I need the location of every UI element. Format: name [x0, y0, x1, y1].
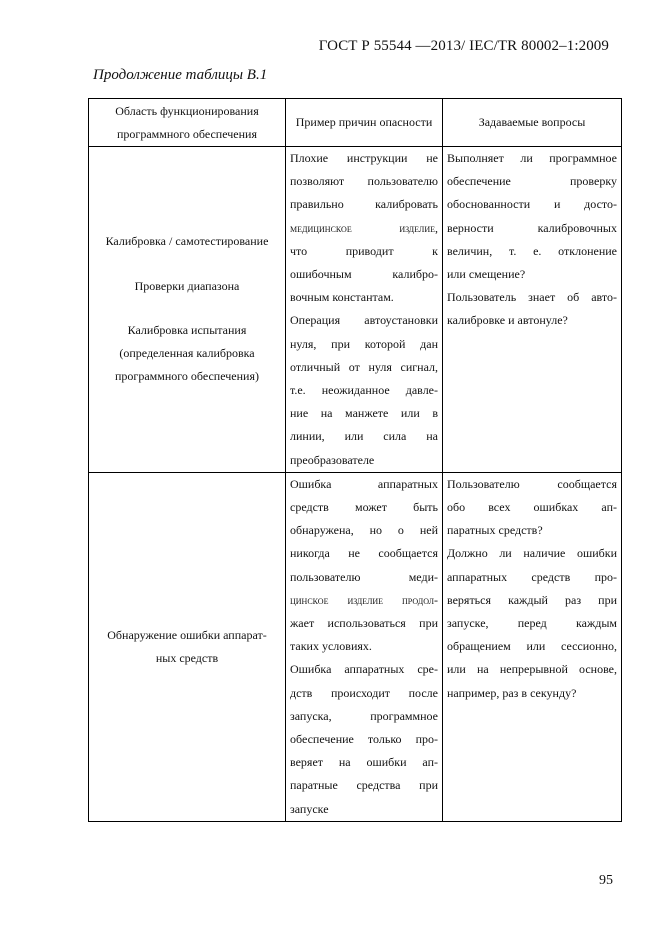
cause-line: позволяют пользователю — [290, 174, 438, 189]
hazard-table — [88, 98, 622, 822]
question-line: или на непрерывной основе, — [447, 662, 617, 677]
cause-line: Операция автоустановки — [290, 313, 438, 328]
question-line: например, раз в секунду? — [447, 685, 577, 700]
cause-line: отличный от нуля сигнал, — [290, 359, 438, 374]
area-line: ных средств — [155, 650, 219, 665]
cause-line: вочным константам. — [290, 290, 394, 305]
question-line: калибровке и автонуле? — [447, 313, 568, 328]
area-line: Калибровка испытания — [127, 322, 247, 337]
cause-line: пользователю меди- — [290, 569, 438, 584]
cause-line: обнаружена, но о ней — [290, 523, 438, 538]
cause-line: дств происходит после — [290, 685, 438, 700]
causes-cell — [286, 472, 443, 821]
page-number: 95 — [599, 873, 613, 888]
column-header-area: Область функционирования программного обеспечения — [89, 99, 286, 147]
question-line: обращением или сессионно, — [447, 639, 617, 654]
cause-line: веряет на ошибки ап- — [290, 755, 438, 770]
area-line: Калибровка / самотестирование — [105, 234, 269, 249]
column-header-causes: Пример причин опасности — [286, 99, 443, 147]
cause-line: медицинское изделие, — [290, 220, 438, 235]
question-line: обо всех ошибках ап- — [447, 500, 617, 515]
area-line: программного обеспечения) — [115, 369, 259, 384]
cause-line: т.е. неожиданное давле- — [290, 383, 438, 398]
cause-line: ошибочным калибро- — [290, 267, 438, 282]
table-continuation-caption: Продолжение таблицы В.1 — [93, 67, 268, 83]
cause-line: правильно калибровать — [290, 197, 438, 212]
cause-line: обеспечение только про- — [290, 732, 438, 747]
cause-line: линии, или сила на — [290, 429, 438, 444]
cause-line: преобразователе — [290, 452, 375, 467]
question-line: Пользователю сообщается — [447, 476, 617, 491]
area-cell — [89, 472, 286, 821]
table-row — [89, 472, 622, 821]
cause-line: запуске — [290, 801, 329, 816]
table-header-row — [89, 99, 622, 147]
question-line: аппаратных средств про- — [447, 569, 617, 584]
document-header: ГОСТ Р 55544 —2013/ IEC/TR 80002–1:2009 — [318, 38, 609, 54]
area-cell — [89, 147, 286, 473]
area-line: Проверки диапазона — [134, 278, 240, 293]
question-line: величин, т. е. отклонение — [447, 243, 617, 258]
question-line: веряться каждый раз при — [447, 592, 617, 607]
cause-line: никогда не сообщается — [290, 546, 438, 561]
causes-cell — [286, 147, 443, 473]
question-line: запуске, перед каждым — [447, 616, 617, 631]
question-line: Пользователь знает об авто- — [447, 290, 617, 305]
cause-line: цинское изделие продол- — [290, 592, 438, 607]
table-row — [89, 147, 622, 473]
column-header-questions: Задаваемые вопросы — [443, 99, 622, 147]
cause-line: Ошибка аппаратных — [290, 476, 438, 491]
questions-cell — [443, 147, 622, 473]
cause-line: таких условиях. — [290, 639, 372, 654]
question-line: обеспечение проверку — [447, 174, 617, 189]
area-line: (определенная калибровка — [119, 346, 255, 361]
cause-line: запуска, программное — [290, 708, 438, 723]
cause-line: нуля, при которой дан — [290, 336, 438, 351]
question-line: паратных средств? — [447, 523, 543, 538]
cause-line: средств может быть — [290, 500, 438, 515]
cause-line: паратные средства при — [290, 778, 438, 793]
cause-line: Плохие инструкции не — [290, 151, 438, 165]
question-line: верности калибровочных — [447, 220, 617, 235]
area-line: Обнаружение ошибки аппарат- — [107, 627, 267, 642]
question-line: обоснованности и досто- — [447, 197, 617, 212]
cause-line: ние на манжете или в — [290, 406, 438, 421]
cause-line: что приводит к — [290, 243, 438, 258]
question-line: или смещение? — [447, 267, 526, 282]
questions-cell — [443, 472, 622, 821]
question-line: Должно ли наличие ошибки — [447, 546, 617, 561]
cause-line: жает использоваться при — [290, 616, 438, 631]
cause-line: Ошибка аппаратных сре- — [290, 662, 438, 677]
question-line: Выполняет ли программное — [447, 151, 617, 165]
